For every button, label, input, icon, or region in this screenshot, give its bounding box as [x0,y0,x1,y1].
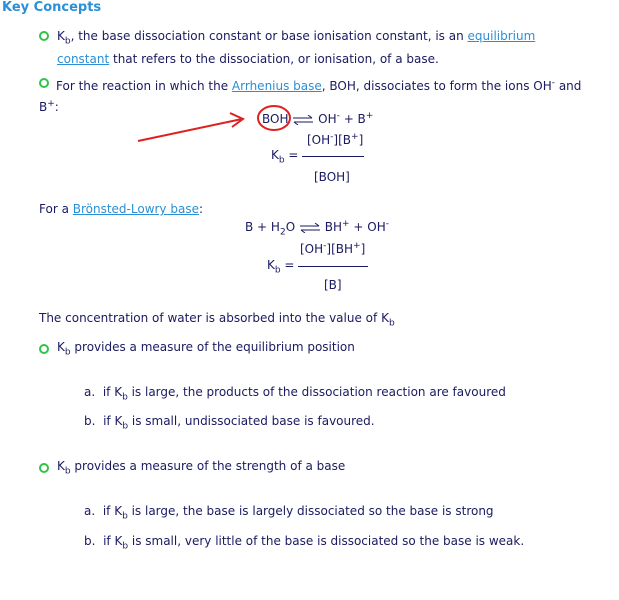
kb-definition-text: , the base dissociation constant or base ionisation constant, is an [70,29,468,43]
num1-b: ][B [333,133,352,147]
list-item [84,533,534,555]
fraction-line-2 [298,266,368,267]
arrhenius-text [39,74,599,116]
list-marker: b. [84,414,96,428]
kb-symbol: K [57,340,65,354]
equilibrium-arrow-icon [299,223,321,233]
kb-label-2 [267,258,294,275]
bullet-icon [39,463,49,473]
arrhenius-pre: For the reaction in which the [56,79,232,93]
list-marker: b. [84,534,96,548]
num2-b-charge: + [353,241,361,251]
equals-sign: = [284,148,299,162]
b-charge: + [47,99,55,109]
list-item-pre: if [102,385,115,399]
list-item-pre: if [102,504,115,518]
bullet4-text: provides a measure of the strength of a base [70,459,346,473]
list-item-pre: if [103,534,115,548]
kb-numerator-1 [307,132,363,147]
equilibrium-position-text [57,340,355,357]
num2-a-charge: - [323,241,327,251]
kb-denominator-2: [B] [324,278,342,292]
kb-subscript: b [64,466,71,477]
list-marker: a. [84,385,96,399]
kb-subscript: b [64,36,71,47]
num2-c: ] [360,242,366,256]
kb-symbol: K [114,534,123,548]
list-item-text: is small, very little of the base is dissociated so the base is weak. [128,534,525,548]
kb-subscript: b [122,541,129,552]
oh-charge: - [551,78,555,88]
list-item [84,504,494,521]
arrhenius-colon: : [54,100,59,114]
equation-2 [245,219,389,237]
product-oh: OH [318,112,337,126]
list-item-text: is small, undissociated base is favoured. [128,414,375,428]
bronsted-text [39,202,203,216]
kb-subscript: b [122,421,129,432]
kb-definition [57,27,577,68]
annotation-arrow-icon [130,100,300,150]
kb-label-1 [271,148,298,165]
kb-symbol: K [271,148,279,162]
oh-charge: - [385,219,389,229]
bullet-icon [39,344,49,354]
kb-symbol: K [57,29,65,43]
kb-symbol: K [57,459,65,473]
kb-symbol: K [267,258,275,272]
equilibrium-constant-link[interactable]: equilibrium constant [57,29,536,67]
kb-subscript: b [274,265,281,276]
bronsted-colon: : [198,202,204,216]
arrhenius-and: and B [39,79,582,114]
num1-b-charge: + [351,132,359,142]
list-marker: a. [84,504,96,518]
arrhenius-mid: , BOH, dissociates to form the ions OH [321,79,552,93]
kb-symbol: K [114,414,123,428]
strength-text [57,459,345,476]
eq2-lhs-o: O [285,220,299,234]
reactant-boh: BOH [262,112,289,126]
num1-a: [OH [307,133,331,147]
kb-subscript: b [122,392,128,403]
kb-subscript: b [64,347,71,358]
list-item-text: is large, the base is largely dissociated so the base is strong [127,504,494,518]
bronsted-pre: For a [39,202,73,216]
bullet3-text: provides a measure of the equilibrium position [70,340,355,354]
kb-symbol: K [381,311,389,325]
bullet-icon [39,31,49,41]
eq2-lhs: B + H [245,220,280,234]
list-item-pre: if [103,414,115,428]
page-title: Key Concepts [2,0,102,15]
equals-sign: = [280,258,295,272]
water-text-body: The concentration of water is absorbed into the value of [39,311,382,325]
bronsted-lowry-base-link[interactable]: Brönsted-Lowry base [72,202,199,216]
list-item [84,414,375,431]
kb-symbol: K [114,385,123,399]
product-b-charge: + [365,111,374,121]
eq2-rhs-oh: + OH [349,220,386,234]
bh-charge: + [342,219,350,229]
kb-symbol: K [114,504,123,518]
water-subscript: 2 [279,227,286,238]
num2-a: [OH [300,242,324,256]
num1-a-charge: - [330,132,334,142]
list-item [84,385,506,402]
kb-subscript: b [122,511,128,522]
kb-numerator-2 [300,241,365,256]
list-item-text: is large, the products of the dissociation reaction are favoured [127,385,506,399]
water-text [39,311,395,328]
kb-subscript: b [388,318,395,329]
arrhenius-base-link[interactable]: Arrhenius base [231,79,322,93]
num1-c: ] [358,133,364,147]
fraction-line-1 [302,156,364,157]
eq2-rhs-bh: BH [320,220,343,234]
num2-b: ][BH [326,242,354,256]
product-oh-charge: - [336,111,340,121]
kb-definition-text-end: that refers to the dissociation, or ionisation, of a base. [109,52,439,67]
product-b: + B [339,112,366,126]
kb-subscript: b [278,155,285,166]
kb-denominator-1: [BOH] [314,170,350,184]
